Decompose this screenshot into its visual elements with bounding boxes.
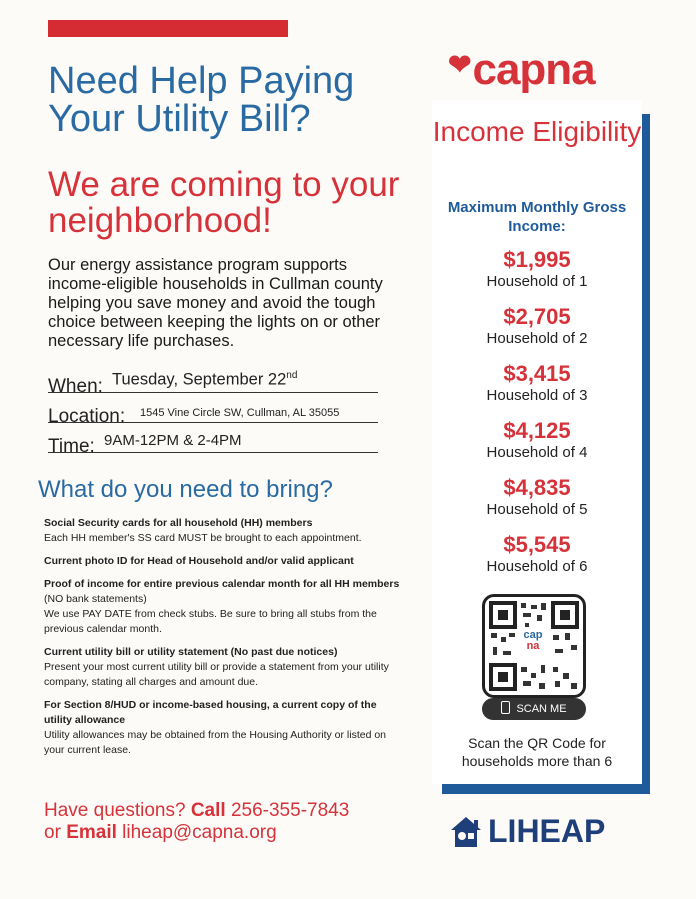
income-amount: $3,415	[503, 361, 571, 386]
household-size: Household of 4	[486, 444, 588, 461]
income-amount: $5,545	[503, 532, 571, 557]
requirement-title: Current utility bill or utility statement (No past due notices)	[44, 646, 338, 658]
time-value: 9AM-12PM & 2-4PM	[104, 432, 242, 449]
contact-question: Have questions?	[44, 800, 191, 821]
bring-title: What do you need to bring?	[38, 476, 333, 503]
intro-paragraph: Our energy assistance program supports income-eligible households in Cullman county helping you save money and avoid the tough choice between keeping the lights on or other necessary life purchases.	[48, 256, 383, 350]
capna-logo-text: capna	[472, 45, 595, 94]
qr-code[interactable]	[482, 594, 586, 698]
list-item	[432, 476, 642, 533]
requirement-detail: Each HH member's SS card MUST be brought to each appointment.	[44, 532, 362, 544]
household-size: Household of 1	[486, 273, 588, 290]
phone-icon	[501, 701, 510, 714]
max-income-title: Maximum Monthly Gross Income:	[447, 199, 627, 235]
liheap-logo	[448, 810, 648, 850]
time-field	[48, 422, 378, 457]
requirement-detail: We use PAY DATE from check stubs. Be sure to bring all stubs from the previous calendar month.	[44, 608, 377, 635]
red-accent-bar	[48, 20, 288, 37]
qr-note: Scan the QR Code for households more than 6	[461, 735, 613, 769]
when-suffix: nd	[286, 369, 298, 381]
requirement-title-note: (NO bank statements)	[44, 593, 147, 605]
subheadline: We are coming to your neighborhood!	[48, 165, 400, 240]
when-field	[48, 362, 378, 397]
contact-or: or	[44, 822, 67, 843]
qr-logo-bottom: na	[526, 640, 540, 652]
list-item	[44, 577, 404, 637]
contact-block	[44, 800, 424, 844]
list-item	[432, 362, 642, 419]
scan-me-label: SCAN ME	[516, 703, 567, 715]
capna-logo	[448, 40, 595, 95]
list-item	[44, 645, 404, 690]
income-amount: $4,125	[503, 418, 571, 443]
liheap-logo-text: LIHEAP	[488, 813, 606, 849]
when-label: When:	[48, 376, 103, 397]
email-link[interactable]: liheap@capna.org	[116, 822, 277, 843]
household-size: Household of 3	[486, 387, 588, 404]
scan-me-badge	[482, 698, 586, 720]
list-item	[432, 305, 642, 362]
location-label: Location:	[48, 406, 126, 427]
headline: Need Help Paying Your Utility Bill?	[48, 60, 355, 140]
income-list	[432, 248, 642, 590]
list-item	[432, 533, 642, 590]
income-eligibility-title: Income Eligibility	[432, 116, 642, 147]
list-item	[44, 516, 404, 546]
requirement-title: For Section 8/HUD or income-based housing, a current copy of the utility allowance	[44, 699, 377, 726]
qr-logo-top: cap	[523, 629, 543, 641]
income-panel	[432, 100, 642, 784]
location-field	[48, 392, 378, 427]
heart-icon: ❤	[448, 49, 471, 80]
household-size: Household of 5	[486, 501, 588, 518]
list-item	[432, 248, 642, 305]
income-amount: $2,705	[503, 304, 571, 329]
list-item	[432, 419, 642, 476]
requirement-detail: Present your most current utility bill or provide a statement from your utility company, stating all charges and amount due.	[44, 661, 389, 688]
income-amount: $1,995	[503, 247, 571, 272]
when-value: Tuesday, September 22	[112, 370, 287, 388]
household-size: Household of 2	[486, 330, 588, 347]
list-item	[44, 698, 404, 758]
email-label: Email	[66, 822, 117, 843]
location-value: 1545 Vine Circle SW, Cullman, AL 35055	[140, 407, 340, 419]
list-item	[44, 554, 404, 569]
requirement-title: Current photo ID for Head of Household and/or valid applicant	[44, 555, 354, 567]
requirement-detail: Utility allowances may be obtained from the Housing Authority or listed on your current lease.	[44, 729, 387, 756]
requirement-title: Social Security cards for all household (HH) members	[44, 517, 313, 529]
income-amount: $4,835	[503, 475, 571, 500]
time-label: Time:	[48, 436, 95, 457]
call-label: Call	[190, 800, 226, 821]
requirement-title: Proof of income for entire previous calendar month for all HH members	[44, 578, 400, 590]
house-icon	[448, 814, 484, 850]
phone-number[interactable]: 256-355-7843	[225, 800, 350, 821]
household-size: Household of 6	[486, 558, 588, 575]
requirements-list	[44, 516, 404, 766]
